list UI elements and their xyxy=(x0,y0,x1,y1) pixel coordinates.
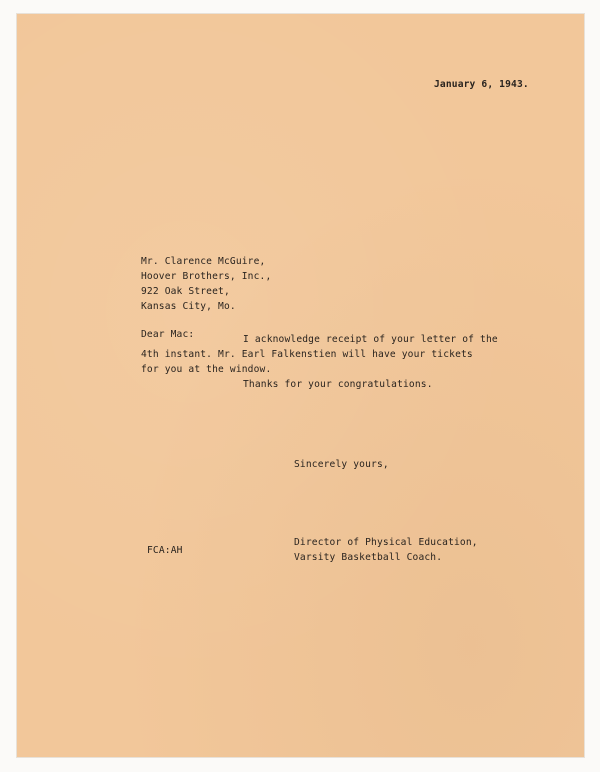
letter-date: January 6, 1943. xyxy=(434,79,529,90)
signature-title-2: Varsity Basketball Coach. xyxy=(294,552,443,563)
recipient-company: Hoover Brothers, Inc., xyxy=(141,271,272,282)
salutation: Dear Mac: xyxy=(141,329,195,340)
typist-initials: FCA:AH xyxy=(147,545,183,556)
body-line-1: I acknowledge receipt of your letter of the xyxy=(243,334,498,345)
recipient-city: Kansas City, Mo. xyxy=(141,301,236,312)
signature-title-1: Director of Physical Education, xyxy=(294,537,478,548)
recipient-street: 922 Oak Street, xyxy=(141,286,230,297)
body-thanks: Thanks for your congratulations. xyxy=(243,379,433,390)
closing: Sincerely yours, xyxy=(294,459,389,470)
body-line-3: for you at the window. xyxy=(141,364,272,375)
letter-paper xyxy=(17,14,584,757)
body-line-2: 4th instant. Mr. Earl Falkenstien will have your tickets xyxy=(141,349,473,360)
recipient-name: Mr. Clarence McGuire, xyxy=(141,256,266,267)
